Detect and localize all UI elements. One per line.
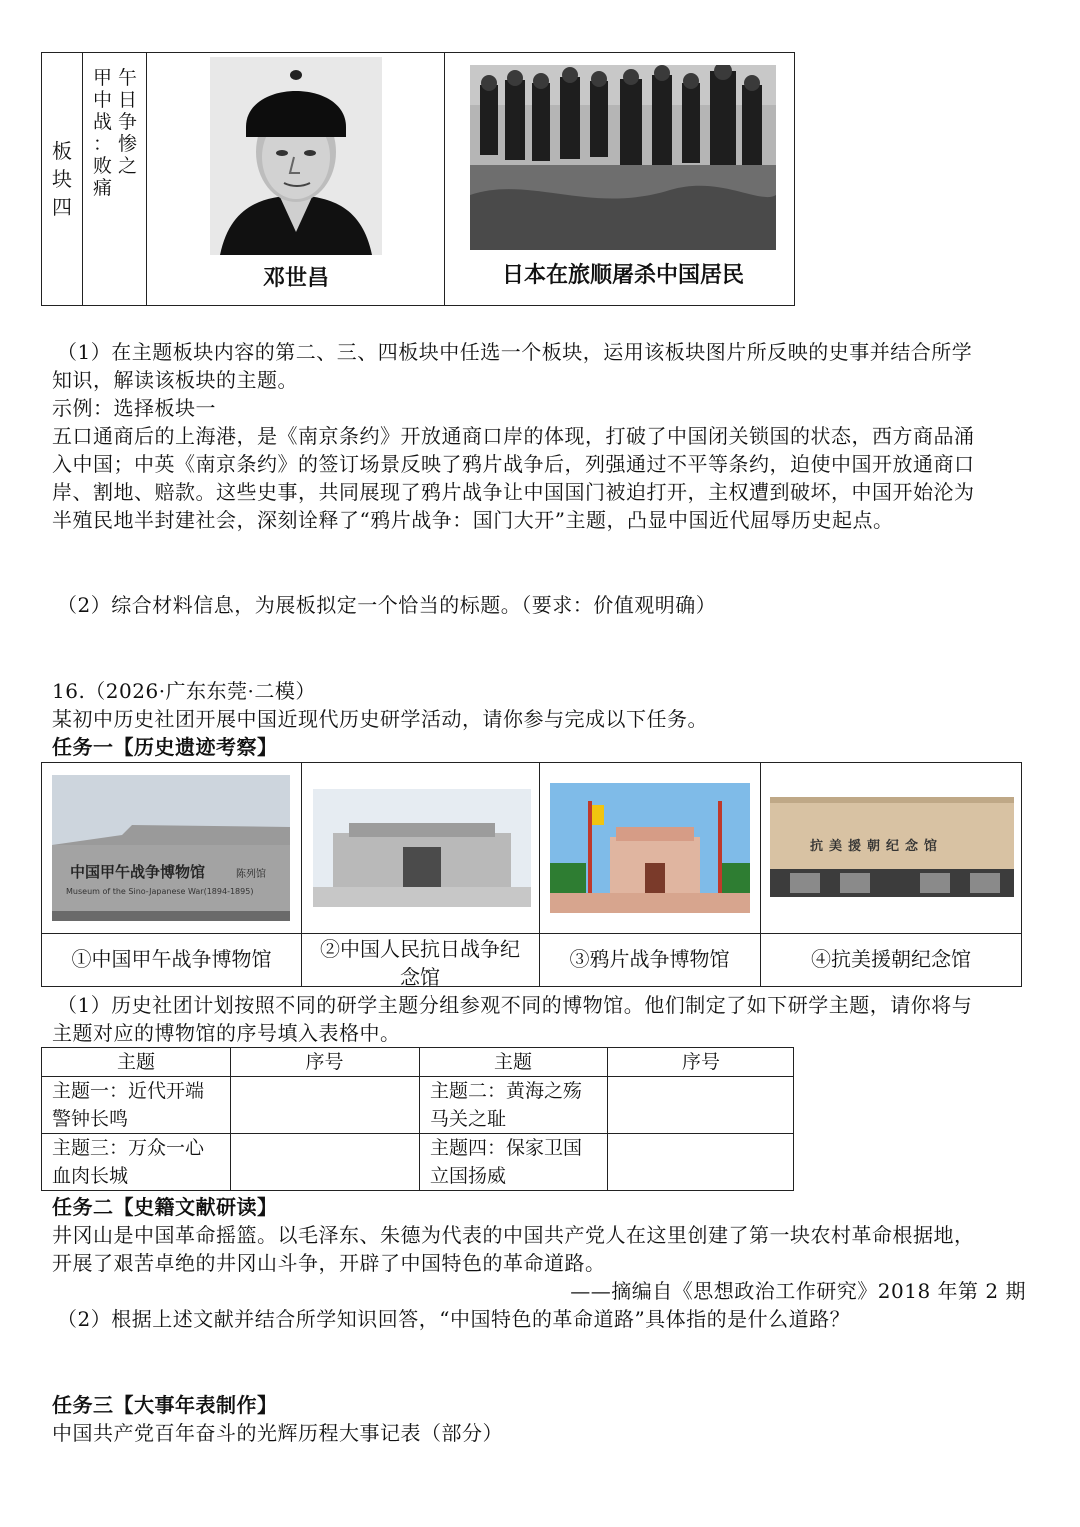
block-label: 板 块 四	[52, 139, 72, 219]
q15-part1-line1: （1）在主题板块内容的第二、三、四板块中任选一个板块，运用该板块图片所反映的史事并结合所学	[57, 340, 973, 364]
museum-caption-4: ④抗美援朝纪念馆	[811, 947, 971, 971]
task3-title: 任务三【大事年表制作】	[52, 1393, 278, 1417]
museum-caption-1: ①中国甲午战争博物馆	[71, 947, 272, 971]
q16-part1-line1: （1）历史社团计划按照不同的研学主题分组参观不同的博物馆。他们制定了如下研学主题，请你将与	[57, 993, 973, 1017]
theme-3-line1: 主题三：万众一心	[52, 1137, 205, 1159]
block-theme-col1: 甲 午 中 日 战 争 ： 惨 败 之 痛	[92, 67, 137, 199]
doc-line2: 开展了艰苦卓绝的井冈山斗争，开辟了中国特色的革命道路。	[52, 1251, 606, 1275]
q15-part1-line2: 知识，解读该板块的主题。	[52, 368, 298, 392]
museum-photo-kangmei	[770, 797, 1014, 897]
q16-header: 16.（2026·广东东莞·二模）	[52, 679, 316, 703]
museum-photo-jiawu	[52, 775, 290, 921]
table-divider	[82, 53, 83, 305]
q16-part1-line2: 主题对应的博物馆的序号填入表格中。	[52, 1021, 401, 1045]
table-divider	[444, 53, 445, 305]
task2-title: 任务二【史籍文献研读】	[52, 1195, 278, 1219]
q15-example-line3: 岸、割地、赔款。这些史事，共同展现了鸦片战争让中国国门被迫打开，主权遭到破坏，中国开始沦为	[52, 480, 975, 504]
museum-sign-jiawu-sub: 陈列馆	[236, 869, 266, 880]
museum-photo-kangri	[313, 789, 531, 907]
theme-3	[52, 1134, 204, 1190]
theme-3-line2: 血肉长城	[52, 1165, 129, 1187]
lushun-massacre-photo	[470, 65, 776, 250]
header-number-1: 序号	[305, 1051, 344, 1073]
theme-1-line1: 主题一：近代开端	[52, 1080, 205, 1102]
q15-example-line4: 半殖民地半封建社会，深刻诠释了“鸦片战争：国门大开”主题，凸显中国近代屈辱历史起点。	[52, 508, 894, 532]
theme-2-line1: 主题二：黄海之殇	[430, 1080, 583, 1102]
q16-intro: 某初中历史社团开展中国近现代历史研学活动，请你参与完成以下任务。	[52, 707, 708, 731]
museum-table	[41, 762, 1022, 987]
museum-caption-2-line1: ②中国人民抗日战争纪	[320, 937, 520, 961]
museum-caption-2-line2: 念馆	[400, 965, 440, 989]
theme-1-line2: 警钟长鸣	[52, 1108, 129, 1130]
theme-4-line1: 主题四：保家卫国	[430, 1137, 583, 1159]
museum-sign-kangmei: 抗美援朝纪念馆	[810, 839, 944, 854]
photo-caption-deng: 邓世昌	[262, 266, 329, 291]
block4-table	[41, 52, 795, 306]
theme-2	[430, 1077, 582, 1133]
doc-line1: 井冈山是中国革命摇篮。以毛泽东、朱德为代表的中国共产党人在这里创建了第一块农村革命根据地，	[52, 1223, 975, 1247]
theme-2-line2: 马关之耻	[430, 1108, 507, 1130]
museum-caption-3: ③鸦片战争博物馆	[569, 947, 730, 971]
q15-part2: （2）综合材料信息，为展板拟定一个恰当的标题。（要求：价值观明确）	[57, 593, 717, 617]
q15-example-line2: 入中国；中英《南京条约》的签订场景反映了鸦片战争后，列强通过不平等条约，迫使中国开放通商口	[52, 452, 975, 476]
deng-shichang-portrait	[210, 57, 382, 255]
theme-4	[430, 1134, 582, 1190]
header-number-2: 序号	[681, 1051, 720, 1073]
task3-description: 中国共产党百年奋斗的光辉历程大事记表（部分）	[52, 1421, 503, 1445]
header-theme-1: 主题	[116, 1051, 155, 1073]
q15-example-line1: 五口通商后的上海港，是《南京条约》开放通商口岸的体现，打破了中国闭关锁国的状态，西方商品涌	[52, 424, 975, 448]
header-theme-2: 主题	[493, 1051, 532, 1073]
theme-4-line2: 立国扬威	[430, 1165, 507, 1187]
museum-caption-2	[301, 935, 539, 991]
task1-title: 任务一【历史遗迹考察】	[52, 735, 278, 759]
museum-sign-jiawu: 中国甲午战争博物馆	[70, 863, 206, 881]
theme-table	[41, 1047, 794, 1191]
q16-part2: （2）根据上述文献并结合所学知识回答，“中国特色的革命道路”具体指的是什么道路？	[57, 1307, 851, 1331]
table-divider	[146, 53, 147, 305]
q15-example-label: 示例：选择板块一	[52, 396, 216, 420]
doc-source: ——摘编自《思想政治工作研究》2018 年第 2 期	[570, 1279, 1026, 1303]
table-divider	[42, 933, 1021, 934]
museum-photo-yapian	[550, 783, 750, 913]
theme-1	[52, 1077, 204, 1133]
photo-caption-lushun: 日本在旅顺屠杀中国居民	[501, 263, 744, 288]
museum-sign-jiawu-en: Museum of the Sino-Japanese War(1894-1895)	[66, 887, 254, 896]
